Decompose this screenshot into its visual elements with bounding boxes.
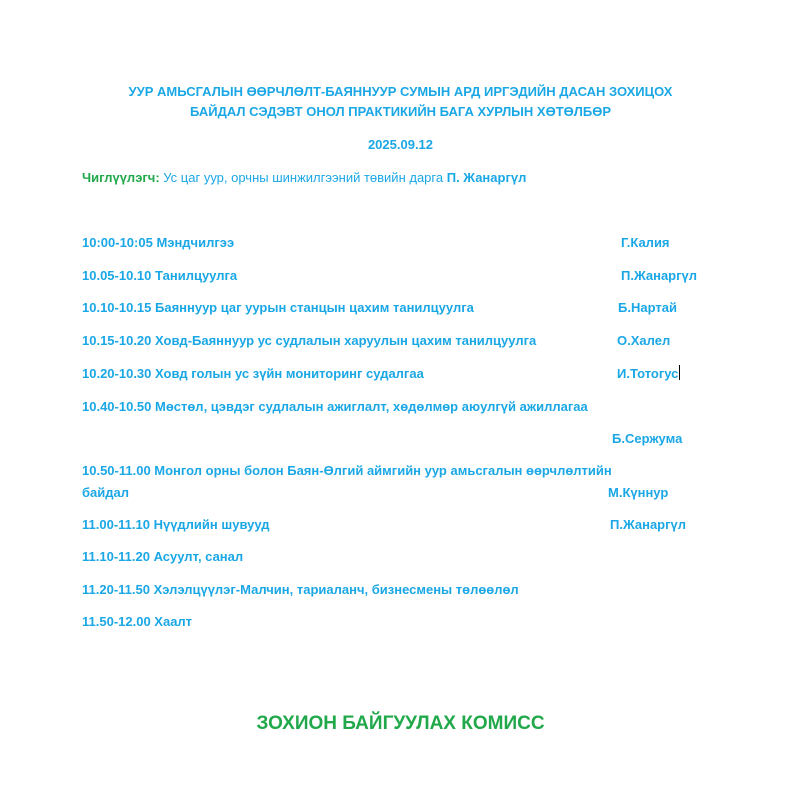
- schedule-item: 11.10-11.20 Асуулт, санал: [82, 549, 244, 564]
- schedule-speaker: М.Күннур: [608, 485, 669, 500]
- schedule-item: 11.20-11.50 Хэлэлцүүлэг-Малчин, тариаланч, бизнесмены төлөөлөл: [82, 582, 519, 597]
- schedule-speaker: П.Жанаргүл: [610, 517, 687, 532]
- moderator-name: П. Жанаргүл: [446, 170, 527, 185]
- moderator-line: [82, 169, 526, 187]
- schedule-speaker-text: И.Тотогус: [617, 366, 679, 381]
- organizing-committee-footer: ЗОХИОН БАЙГУУЛАХ КОМИСС: [256, 713, 545, 734]
- schedule-item: 10.15-10.20 Ховд-Баяннуур ус судлалын харуулын цахим танилцуулга: [82, 333, 537, 348]
- schedule-item: 10.05-10.10 Танилцуулга: [82, 268, 238, 283]
- schedule-speaker: Б.Нартай: [618, 300, 677, 315]
- document-title-line-1: УУР АМЬСГАЛЫН ӨӨРЧЛӨЛТ-БАЯННУУР СУМЫН АРД ИРГЭДИЙН ДАСАН ЗОХИЦОХ: [128, 84, 673, 99]
- schedule-item: 10.40-10.50 Мөстөл, цэвдэг судлалын ажиглалт, хөдөлмөр аюулгүй ажиллагаа: [82, 399, 588, 414]
- moderator-label: Чиглүүлэгч:: [82, 170, 160, 185]
- document-title-line-2: БАЙДАЛ СЭДЭВТ ОНОЛ ПРАКТИКИЙН БАГА ХУРЛЫН ХӨТӨЛБӨР: [190, 104, 611, 119]
- moderator-text: Ус цаг уур, орчны шинжилгээний төвийн дарга: [163, 170, 444, 185]
- schedule-item: 10.20-10.30 Ховд голын ус зүйн мониторинг судалгаа: [82, 366, 424, 381]
- schedule-item: 10.50-11.00 Монгол орны болон Баян-Өлгий аймгийн уур амьсгалын өөрчлөлтийн: [82, 463, 612, 478]
- schedule-item: 11.00-11.10 Нүүдлийн шувууд: [82, 517, 270, 532]
- schedule-speaker: Г.Калия: [621, 235, 670, 250]
- schedule-speaker: О.Халел: [617, 333, 671, 348]
- schedule-item: 11.50-12.00 Хаалт: [82, 614, 193, 629]
- schedule-speaker: Б.Сержума: [612, 431, 683, 446]
- document-date: 2025.09.12: [367, 137, 434, 152]
- schedule-item-line-2: байдал: [82, 485, 129, 500]
- schedule-speaker: П.Жанаргүл: [621, 268, 698, 283]
- schedule-speaker: [617, 365, 680, 383]
- schedule-item: 10:00-10:05 Мэндчилгээ: [82, 235, 235, 250]
- text-cursor: [679, 365, 680, 380]
- schedule-item: 10.10-10.15 Баяннуур цаг уурын станцын цахим танилцуулга: [82, 300, 474, 315]
